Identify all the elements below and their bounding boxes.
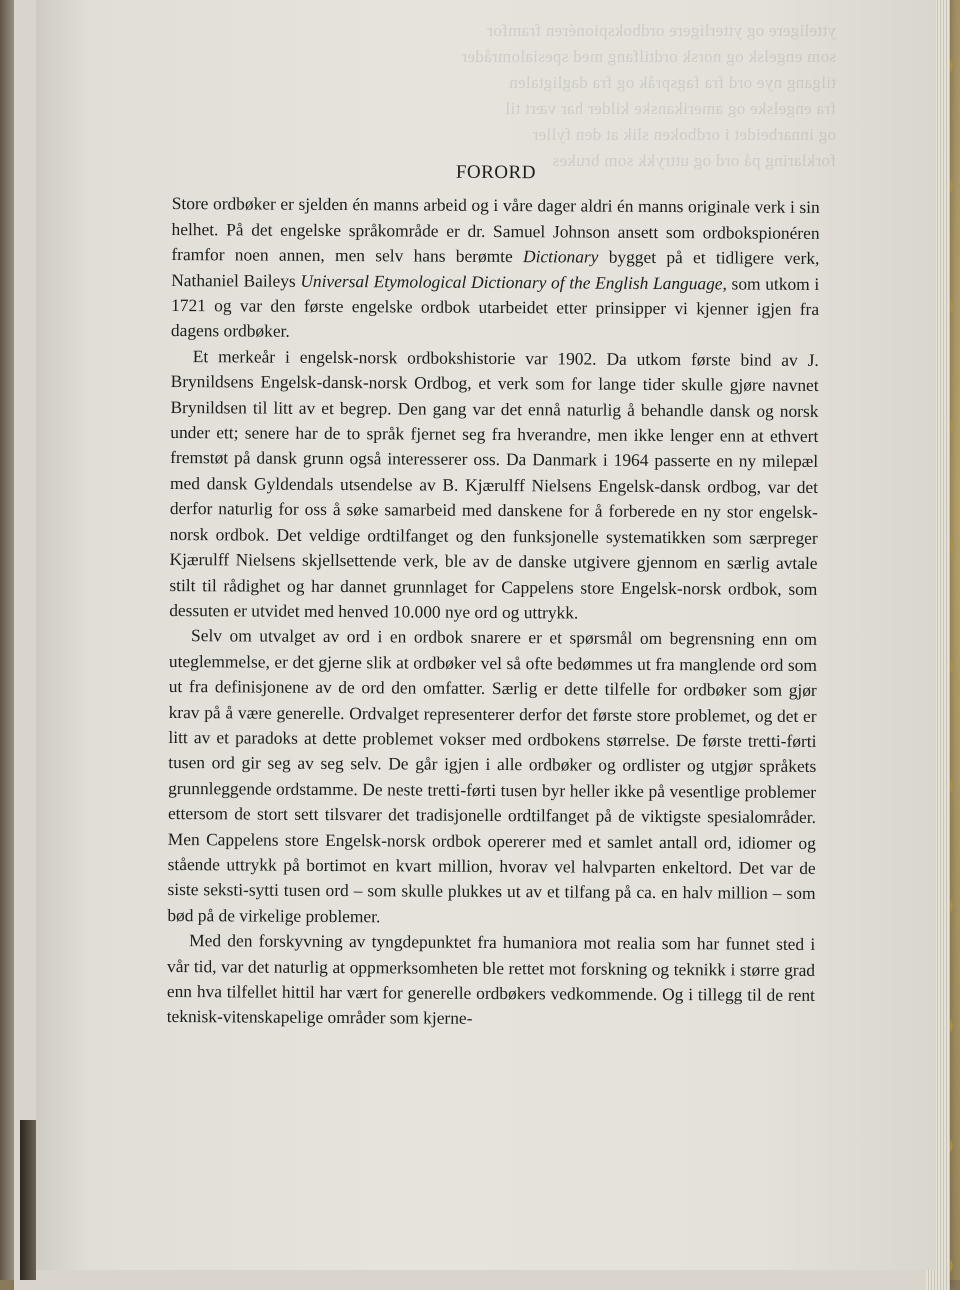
italic-title: Universal Etymological Dictionary of the English Language [300,270,723,293]
text-segment: , som utkom i 1721 og var den første engelske ordbok utarbeidet etter prinsipper vi kjenner igjen fra dagens ordbøker. [170,272,820,342]
spine-shadow [20,1120,36,1280]
paragraph [167,623,817,932]
text-segment: Et merkeår i engelsk-norsk ordbokshistorie var 1902. Da utkom første bind av J. Brynildsens Engelsk-dansk-norsk Ordbog, et verk som for lange tider skulle gjøre navnet Brynildsen til litt av et begrep. Den gang var det ennå naturlig å behandle dansk og norsk under ett; senere har de to språk fjernet seg fra hverandre, men ikke lenger enn at ethvert fremstøt på dansk grunn også interesserer oss. Da Danmark i 1964 passerte en ny milepæl med dansk Gyldendals utsendelse av B. Kjærulff Nielsens Engelsk-dansk ordbog, var det derfor naturlig for oss å søke samarbeid med danskene for å forberede en ny stor engelsk-norsk ordbok. Det veldige ordtilfanget og den funksjonelle systematikken som særpreger Kjærulff Nielsens skjellsettende verk, ble av de danske utgivere gjennom en særlig avtale stilt til rådighet og har dannet grunnlaget for Cappelens store Engelsk-norsk ordbok, som dessuten er utvidet med henved 10.000 nye ord og uttrykk. [169,345,819,623]
text-segment: Selv om utvalget av ord i en ordbok snarere er et spørsmål om begrensning enn om uteglemmelse, er det gjerne slik at ordbøker vel så ofte bedømmes ut fra manglende ord som ut fra definisjonene av de ord den omfatter. Særlig er dette tilfelle for ordbøker som gjør krav på å være generelle. Ordvalget representerer derfor det første store problemet, og det er litt av et paradoks at dette problemet vokser med ordbokens størrelse. De første tretti-førti tusen ord gir seg av seg selv. De går igjen i alle ordbøker og ordlister og utgjør språkets grunnleggende ordstamme. De neste tretti-førti tusen byr heller ikke på vesentlige problemer ettersom de stort sett tilsvarer det tradisjonelle ordtilfanget på de viktigste spesialområder. Men Cappelens store Engelsk-norsk ordbok opererer med et samlet antall ord, idiomer og stående uttrykk på bortimot en kvart million, hvorav vel halvparten enkeltord. Det var de siste seksti-sytti tusen ord – som skulle plukkes ut av et tilfang på ca. en halv million – som bød på de virkelige problemer. [167,625,818,927]
paragraph-container [167,191,820,1033]
preface-text [167,158,820,1034]
paragraph [169,344,819,627]
text-segment: Med den forskyvning av tyngdepunktet fra humaniora mot realia som har funnet sted i vår tid, var det naturlig at oppmerksomheten ble rettet mot forskning og teknikk i større grad enn hva tilfellet hittil har vært for generelle ordbøkers vedkommende. Og i tillegg til de rent teknisk-vitenskapelige områder som kjerne- [166,930,816,1029]
bleed-through-text: ytteligere og ytterligere ordbokspionéren framfor som engelsk og norsk ordtilfang med spesialområder tilgang nye ord fra fagspråk og fra dagligtalen fra engelske og amerikanske kilder har vært til og innarbeidet i ordboken slik at den fyller forklaring på ord og uttrykk som brukes [461,21,836,170]
book-page [36,0,936,1270]
page-heading: FORORD [455,161,537,184]
text-segment: bygget på et tidligere verk, Nathaniel Baileys [171,246,820,291]
book [14,0,944,1290]
text-segment: Store ordbøker er sjelden én manns arbeid og i våre dager aldri én manns originale verk i sin helhet. På det engelske språkområde er dr. Samuel Johnson ansett som ordbokspionéren framfor noen annen, men selv hans berømte [171,193,820,267]
paragraph [167,928,816,1034]
paragraph [171,191,820,347]
italic-title: Dictionary [523,246,599,267]
